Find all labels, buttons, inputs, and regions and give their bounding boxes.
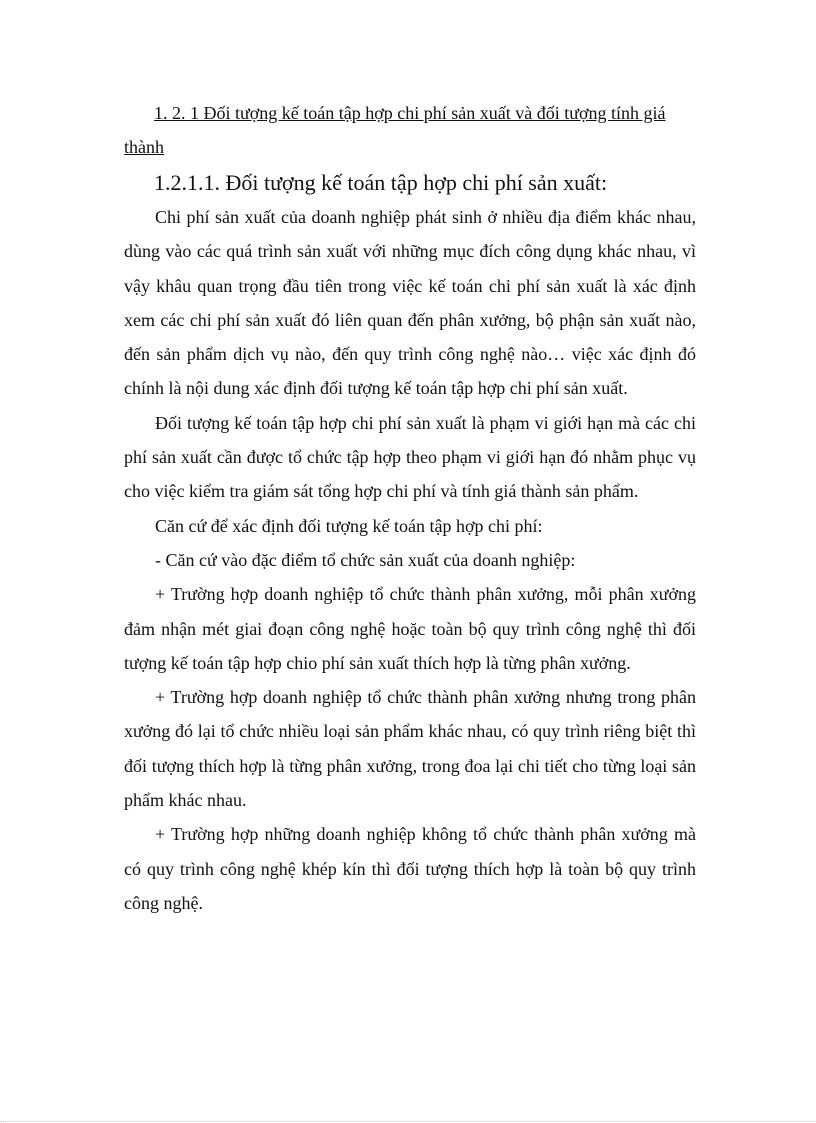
paragraph: - Căn cứ vào đặc điểm tổ chức sản xuất của doanh nghiệp: [155,549,576,570]
subsection-heading: 1.2.1.1. Đối tượng kế toán tập hợp chi phí sản xuất: [154,170,608,195]
section-heading-line2: thành [124,137,164,157]
paragraph: + Trường hợp những doanh nghiệp không tổ chức thành phân xưởng mà có quy trình công nghệ khép kín thì đối tượng thích hợp là toàn bộ quy trình công nghệ. [124,824,696,913]
document-page [124,96,696,920]
paragraph: Chi phí sản xuất của doanh nghiệp phát sinh ở nhiều địa điểm khác nhau, dùng vào các quá trình sản xuất với những mục đích công dụng khác nhau, vì vậy khâu quan trọng đầu tiên trong việc kế toán chi phí sản xuất là xác định xem các chi phí sản xuất đó liên quan đến phân xưởng, bộ phận sản xuất nào, đến sản phẩm dịch vụ nào, đến quy trình công nghệ nào… việc xác định đó chính là nội dung xác định đối tượng kế toán tập hợp chi phí sản xuất. [124,207,696,399]
paragraph: Đối tượng kế toán tập hợp chi phí sản xuất là phạm vi giới hạn mà các chi phí sản xuất cần được tổ chức tập hợp theo phạm vi giới hạn đó nhằm phục vụ cho việc kiểm tra giám sát tổng hợp chi phí và tính giá thành sản phẩm. [124,412,696,502]
paragraph: + Trường hợp doanh nghiệp tổ chức thành phân xưởng, mỗi phân xưởng đảm nhận mét giai đoạn công nghệ hoặc toàn bộ quy trình công nghệ thì đối tượng kế toán tập hợp chio phí sản xuất thích hợp là từng phân xưởng. [124,584,696,673]
paragraph: + Trường hợp doanh nghiệp tổ chức thành phân xưởng nhưng trong phân xưởng đó lại tổ chức nhiều loại sản phẩm khác nhau, có quy trình riêng biệt thì đối tượng thích hợp là từng phân xưởng, trong đoa lại chi tiết cho từng loại sản phẩm khác nhau. [124,687,696,811]
paragraph: Căn cứ để xác định đối tượng kế toán tập hợp chi phí: [155,515,543,536]
section-heading [124,96,696,164]
section-heading-line1: 1. 2. 1 Đối tượng kế toán tập hợp chi phí sản xuất và đối tượng tính giá [154,103,666,123]
